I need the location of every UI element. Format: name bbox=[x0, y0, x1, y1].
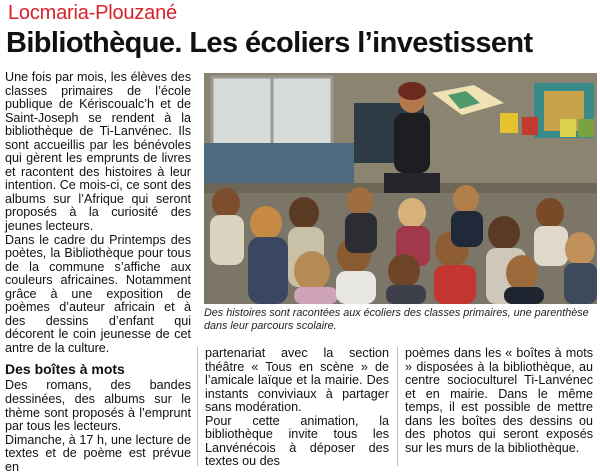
paragraph: partenariat avec la section théâtre « Tous en scène » de l’amicale laïque et la mairie. Des instants conviviaux à partager sans modération. bbox=[205, 346, 389, 415]
classroom-photo-illustration bbox=[204, 73, 597, 304]
paragraph: Des romans, des bandes dessinées, des albums sur le thème sont proposés à l’emprunt par tous les lecteurs. bbox=[5, 378, 191, 434]
paragraph: Dans le cadre du Printemps des poètes, la Bibliothèque pour tous de la commune s’affiche aux couleurs africaines. Notamment grâce à une exposition de poèmes d’auteur africain et à des dessins d’enfant qui décorent le coin jeunesse de cet antre de la culture. bbox=[5, 232, 191, 355]
column-divider bbox=[197, 347, 198, 466]
article-column-1 bbox=[5, 70, 191, 474]
headline: Bibliothèque. Les écoliers l’investissent bbox=[6, 27, 533, 59]
subheading: Des boîtes à mots bbox=[5, 361, 125, 378]
paragraph: Pour cette animation, la bibliothèque invite tous les Lanvénécois à déposer des textes ou des bbox=[205, 413, 389, 469]
article-column-2 bbox=[205, 346, 389, 469]
article-photo bbox=[204, 73, 597, 304]
photo-caption: Des histoires sont racontées aux écoliers des classes primaires, une parenthèse dans leur parcours scolaire. bbox=[204, 307, 589, 332]
paragraph: poèmes dans les « boîtes à mots » disposées à la bibliothèque, au centre socioculturel Ti-Lanvénec et en mairie. Dans le même temps, il est possible de mettre dans les boîtes des dessins ou des photos qui seront exposés sur les murs de la bibliothèque. bbox=[405, 346, 593, 455]
column-divider bbox=[397, 347, 398, 466]
article-column-3 bbox=[405, 347, 593, 466]
section-kicker: Locmaria-Plouzané bbox=[8, 2, 177, 24]
paragraph: Une fois par mois, les élèves des classes primaires de l’école publique de Kériscoualc’h et de Saint-Joseph se rendent à la bibliothèque de Ti-Lanvénec. Ils sont accueillis par les bénévoles qui gèrent les emprunts de livres et racontent des histoires à leur intention. Ce mois-ci, ce sont des albums sur l’Afrique qui seront proposés à la curiosité des jeunes lecteurs. bbox=[5, 70, 191, 234]
paragraph: Dimanche, à 17 h, une lecture de textes et de poème est prévue en bbox=[5, 432, 191, 474]
